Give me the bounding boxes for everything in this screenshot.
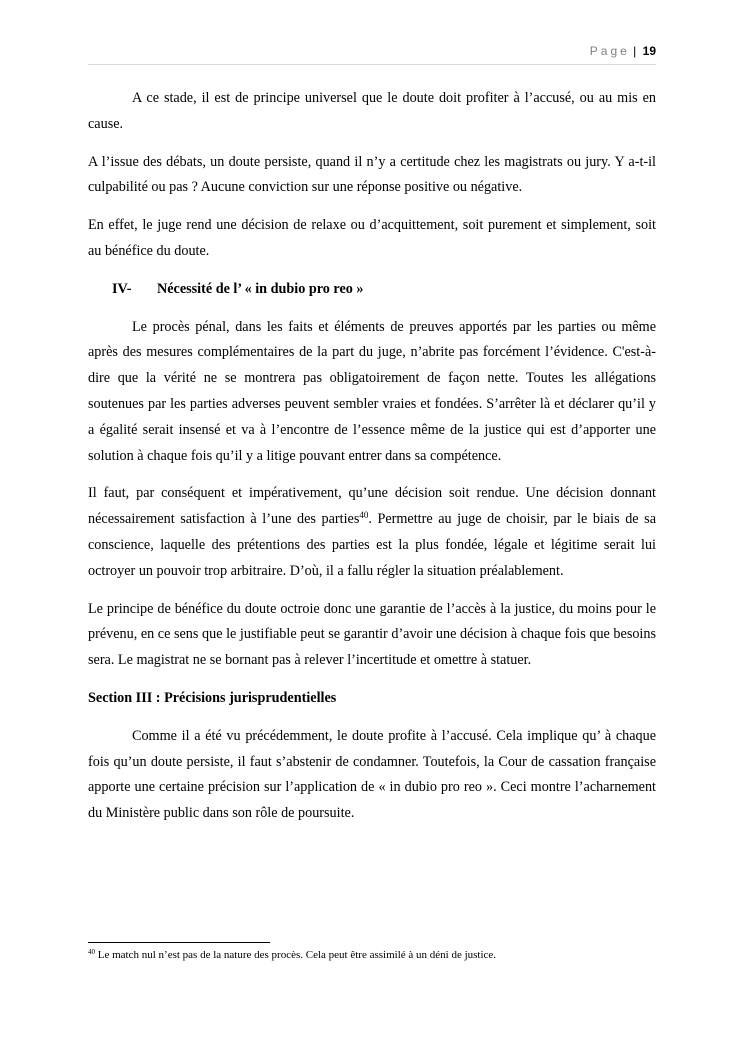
page-number: 19: [642, 44, 656, 58]
subheading-iv: [88, 277, 656, 303]
subheading-title: Nécessité de l’ « in dubio pro reo »: [157, 280, 364, 297]
section-heading: Section III : Précisions jurisprudentielles: [88, 689, 337, 706]
paragraph-1: A ce stade, il est de principe universel que le doute doit profiter à l’accusé, ou au mis en cause.: [88, 90, 656, 132]
paragraph-5-text-cont: . Permettre au juge de choisir, par le biais de sa conscience, laquelle des prétentions des parties est la plus fondée, légale et légitime serait lui octroyer un pouvoir trop arbitraire. D’où, il a fallu régler la situation préalablement.: [88, 511, 656, 579]
footnote: [88, 948, 656, 962]
paragraph-5: [88, 481, 656, 584]
paragraph-5-text: Il faut, par conséquent et impérativement, qu’une décision soit rendue. Une décision donnant nécessairement satisfaction à l’une des parties: [88, 485, 656, 528]
page-label: Page: [589, 44, 630, 58]
paragraph-7: Comme il a été vu précédemment, le doute profite à l’accusé. Cela implique qu’ à chaque fois qu’un doute persiste, il faut s’abstenir de condamner. Toutefois, la Cour de cassation française apporte une certaine précision sur l’application de « in dubio pro reo ». Ceci montre l’acharnement du Ministère public dans son rôle de poursuite.: [88, 727, 656, 822]
page-header: [88, 44, 656, 65]
footnote-separator: [88, 942, 270, 943]
paragraph-2: A l’issue des débats, un doute persiste, quand il n’y a certitude chez les magistrats ou jury. Y a-t-il culpabilité ou pas ? Aucune conviction sur une réponse positive ou négative.: [88, 153, 656, 196]
document-body: [88, 86, 656, 839]
footnote-text: Le match nul n’est pas de la nature des procès. Cela peut être assimilé à un déni de justice.: [95, 949, 497, 961]
subheading-number: IV-: [112, 280, 132, 297]
paragraph-6: Le principe de bénéfice du doute octroie donc une garantie de l’accès à la justice, du moins pour le prévenu, en ce sens que le justifiable peut se garantir d’avoir une décision à chaque fois que besoins sera. Le magistrat ne se bornant pas à relever l’incertitude et omettre à statuer.: [88, 600, 656, 669]
page-separator: |: [633, 44, 637, 58]
paragraph-3: En effet, le juge rend une décision de relaxe ou d’acquittement, soit purement et simplement, soit au bénéfice du doute.: [88, 217, 656, 259]
footnote-number: 40: [88, 948, 95, 956]
paragraph-4: Le procès pénal, dans les faits et éléments de preuves apportés par les parties ou même après des mesures complémentaires de la part du juge, n’abrite pas forcément l’évidence. C'est-à-dire que la vérité ne se montrera pas obligatoirement de façon nette. Toutes les allégations soutenues par les parties adverses peuvent sembler vraies et fondées. S’arrêter là et déclarer qu’il y a égalité serait insensé et va à l’encontre de l’essence même de la justice qui est d’apporter une solution à chaque fois qu’il y a litige pouvant entrer dans sa compétence.: [88, 318, 656, 464]
footnote-ref[interactable]: 40: [359, 510, 369, 521]
